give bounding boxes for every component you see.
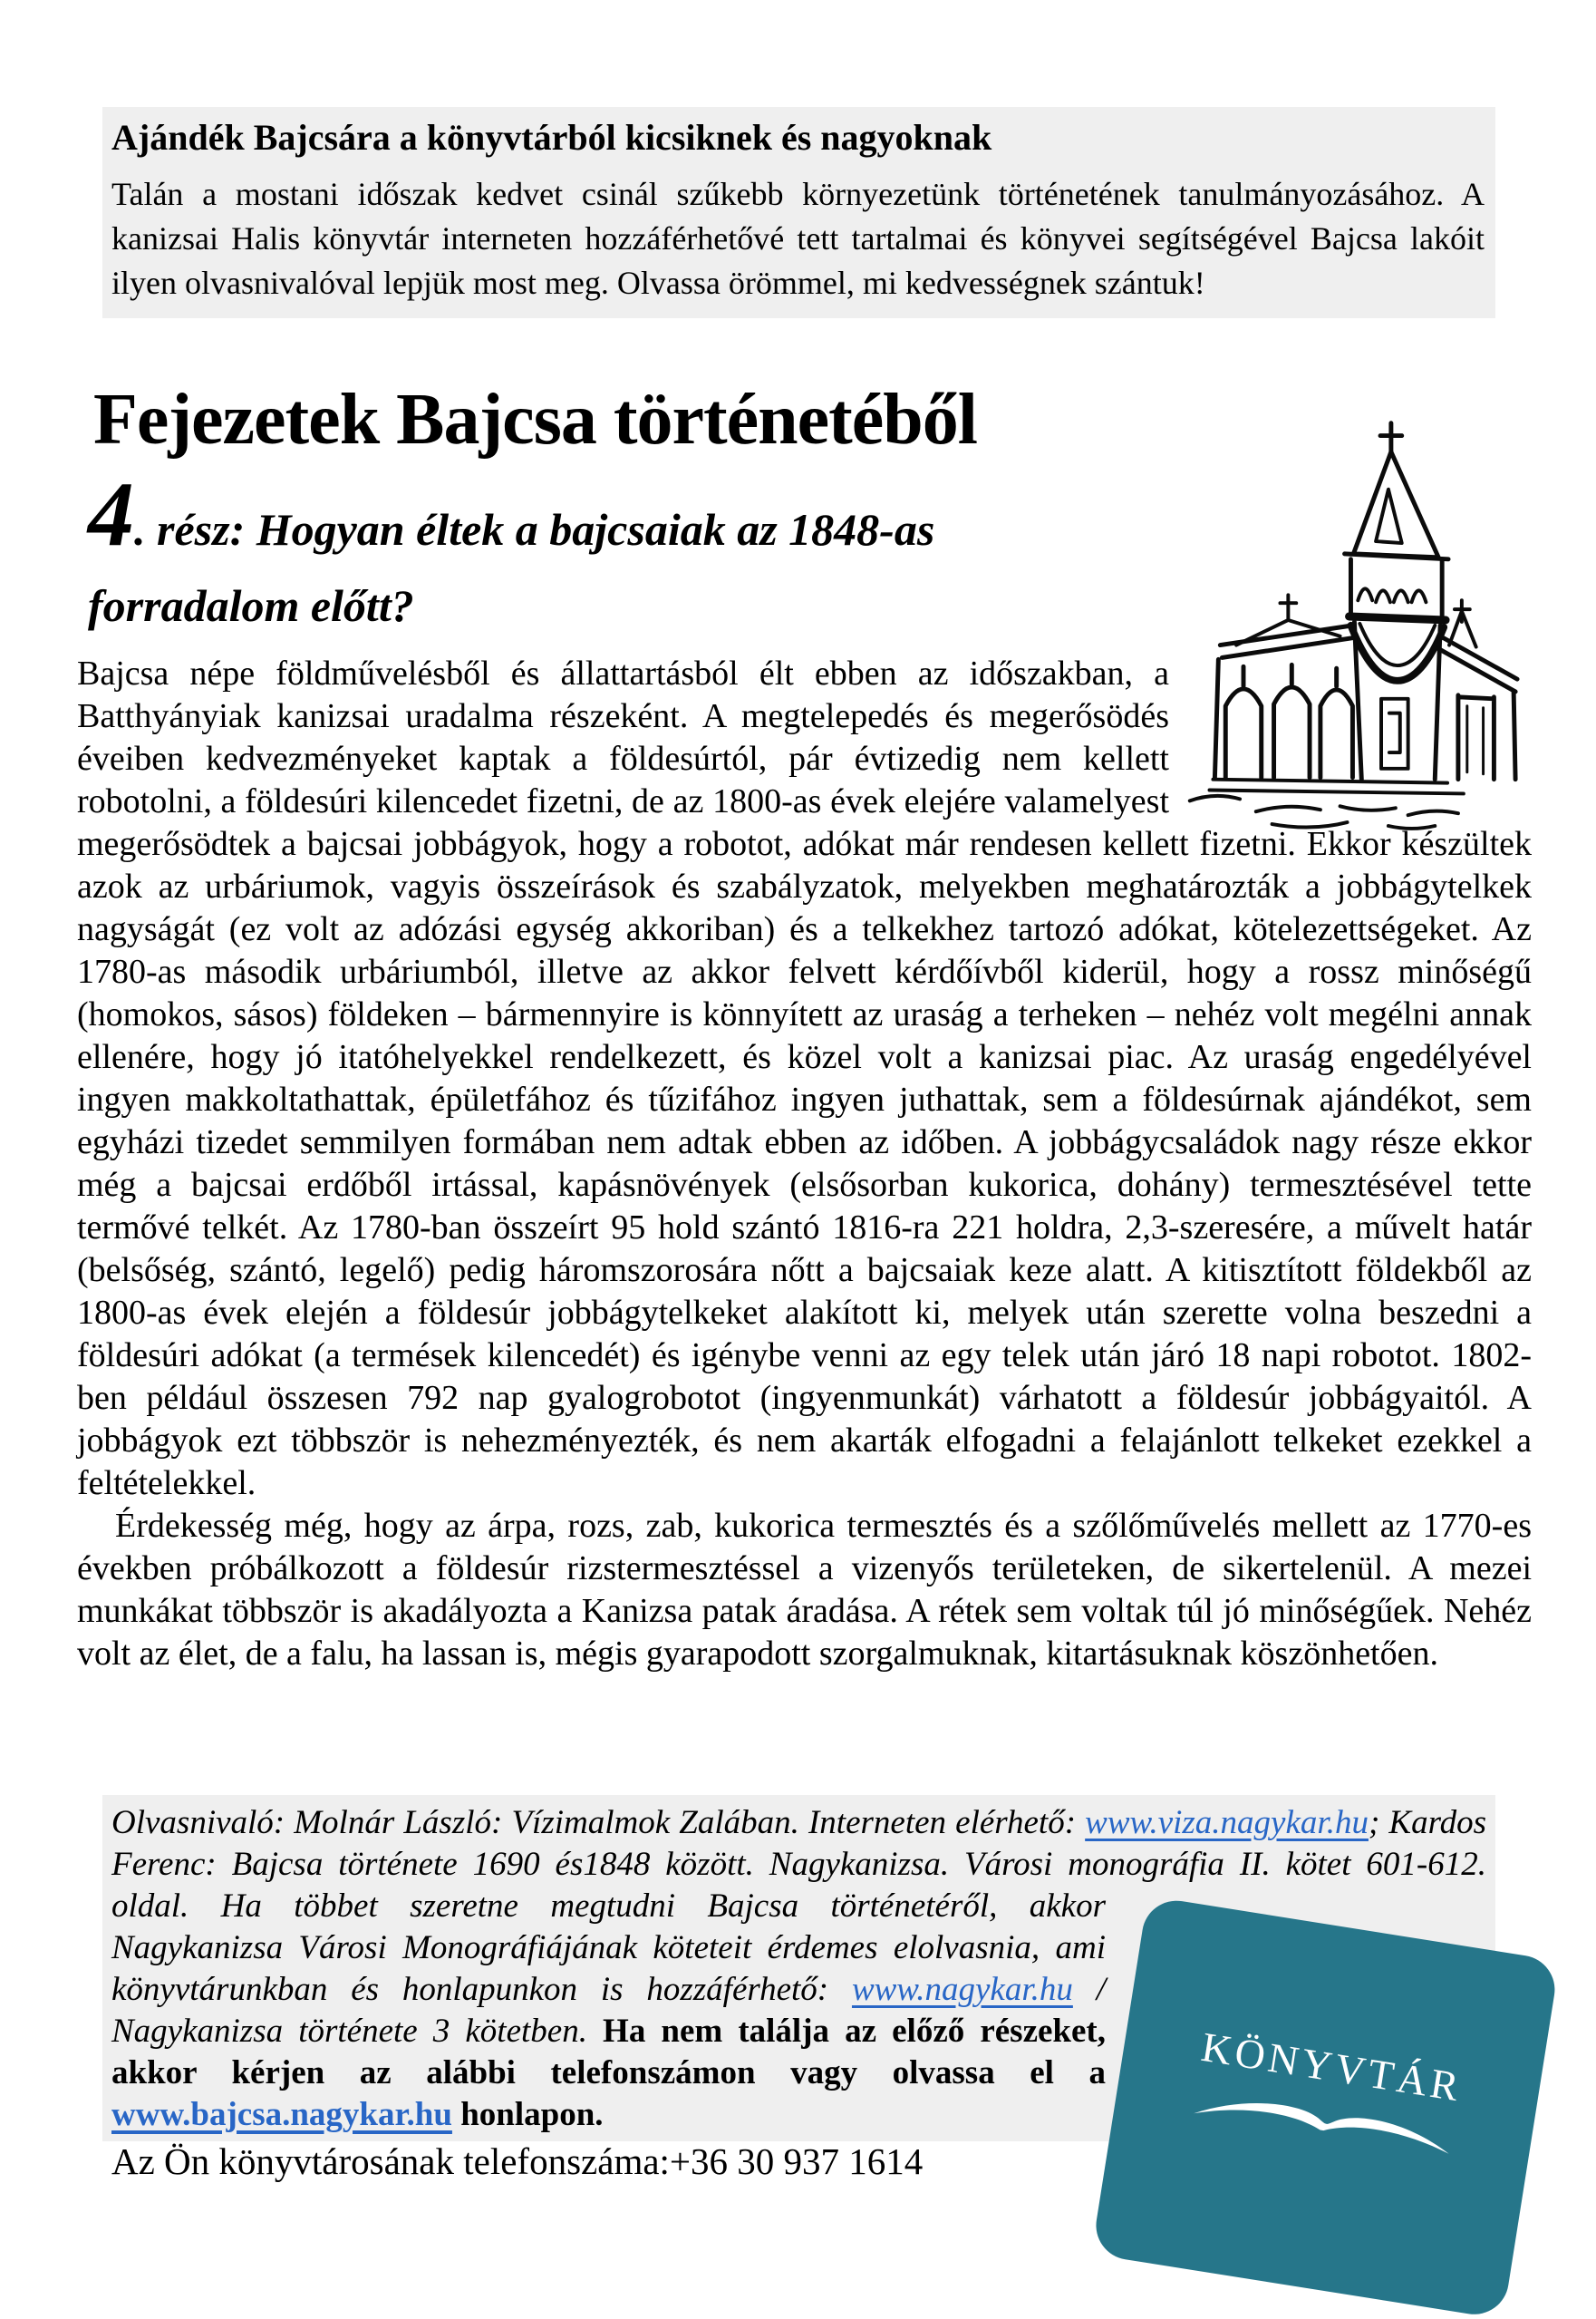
link-viza-nagykar[interactable]: www.viza.nagykar.hu <box>1085 1804 1369 1841</box>
subtitle-part-number: 4 <box>88 463 134 566</box>
body-paragraph-2: Érdekesség még, hogy az árpa, rozs, zab, kukorica termesztés és a szőlőművelés mellett az 1770-es években próbálkozott a földesúr rizstermesztéssel a vizenyős területeken, de sikertelenül. A mezei munkákat többször is akadályozta a Kanizsa patak áradása. A rétek sem voltak túl jó minőségűek. Nehéz volt az élet, de a falu, ha lassan is, mégis gyarapodott szorgalmuknak, kitartásuknak köszönhetően. <box>77 1507 1532 1673</box>
reading-bold-notice-a: Ha nem találja az előző részeket, akkor kérjen az alábbi telefonszámon vagy olvassa el a <box>111 2013 1106 2091</box>
article <box>77 381 1532 1675</box>
librarian-phone-line: Az Ön könyvtárosának telefonszáma:+36 30 937 1614 <box>111 2140 924 2182</box>
body-paragraph-1 <box>77 653 1532 1505</box>
library-logo-float <box>1124 1891 1486 2154</box>
article-title: Fejezetek Bajcsa történetéből <box>93 380 977 460</box>
reading-mid-b: oldal. Ha többet szeretne megtudni Bajcsa történetéről, akkor Nagykanizsa Városi Monográfiájának köteteit érdemes elolvasnia, ami könyvtárunkban és honlapunkon is hozzáférhető: <box>111 1887 1106 2008</box>
body-paragraph-1-text: Bajcsa népe földművelésből és állattartásból élt ebben az időszakban, a Batthyányiak kanizsai uradalma részeként. A megtelepedés és megerősödés éveiben kedvezményeket kaptak a földesúrtól, pár évtizedig nem kellett robotolni, a földesúri kilencedet fizetni, de az 1800-as évek elejére valamelyest megerősödtek a bajcsai jobbágyok, hogy a robotot, adókat már rendesen kellett fizetni. Ekkor készültek azok az urbáriumok, vagyis összeírások és szabályzatok, melyekben meghatározták a jobbágytelkek nagyságát (ez volt az adózási egység akkoriban) és a telkekhez tartozó adókat, kötelezettségeket. Az 1780-as második urbáriumból, illetve az akkor felvett kérdőívből kiderül, hogy a rossz minőségű (homokos, sásos) földeken – bármennyire is könnyített az uraság a terheken – nehéz volt megélni annak ellenére, hogy jó itatóhelyekkel rendelkezett, és közel volt a kanizsai piac. Az uraság engedélyével ingyen makkoltathattak, épületfához és tűzifához ingyen juthattak, sem a földesúrnak ajándékot, sem egyházi tizedet semmilyen formában nem adtak ebben az időben. A jobbágycsaládok nagy része ekkor még a bajcsai erdőből irtással, kapásnövények (elsősorban kukorica, dohány) termesztésével tette termővé telkét. Az 1780-ban összeírt 95 hold szántó 1816-ra 221 holdra, 2,3-szeresére, a művelt határ (belsőség, szántó, legelő) pedig háromszorosára nőtt a bajcsaiak keze alatt. A kitisztított földekből az 1800-as évek elején a földesúr jobbágytelkeket alakított ki, melyek után szerette volna beszedni a földesúri adókat (a termések kilencedét) és igénybe venni az egy telek után járó 18 napi robotot. 1802-ben például összesen 792 nap gyalogrobotot (ingyenmunkát) várhatott a földesúr jobbágyaitól. A jobbágyok ezt többször is nehezményezték, és nem akarták elfogadni a felajánlott telkeket ezekkel a feltételekkel. <box>77 655 1532 1502</box>
link-nagykar[interactable]: www.nagykar.hu <box>851 1971 1073 2008</box>
reading-mid-a: ; Kardos Ferenc: Bajcsa története 1690 és1848 között. Nagykanizsa. Városi monográfia II. kötet 601-612. <box>111 1804 1486 1883</box>
reading-list-paragraph <box>111 1802 1486 2136</box>
intro-box <box>102 107 1495 318</box>
intro-body: Talán a mostani időszak kedvet csinál szűkebb környezetünk történetének tanulmányozásához. A kanizsai Halis könyvtár interneten hozzáférhetővé tett tartalmai és könyvei segítségével Bajcsa lakóit ilyen olvasnivalóval lepjük most meg. Olvassa örömmel, mi kedvességnek szántuk! <box>111 176 1485 301</box>
subtitle-text: . rész: Hogyan éltek a bajcsaiak az 1848-as forradalom előtt? <box>88 504 935 631</box>
reading-bold-notice-b: honlapon. <box>451 2096 604 2133</box>
library-logo-card <box>1091 1896 1560 2319</box>
reading-intro: Olvasnivaló: Molnár László: Vízimalmok Zalában. Interneten elérhető: <box>111 1804 1086 1841</box>
library-logo-label: KÖNYVTÁR <box>1198 2023 1465 2110</box>
article-subtitle <box>88 463 1121 644</box>
reading-list-box <box>102 1795 1495 2182</box>
reading-after-link: / Nagykanizsa története 3 kötetben. <box>111 1971 1106 2050</box>
intro-title: Ajándék Bajcsára a könyvtárból kicsiknek és nagyoknak <box>111 117 992 158</box>
link-bajcsa-nagykar[interactable]: www.bajcsa.nagykar.hu <box>111 2096 452 2133</box>
church-float-spacer <box>1169 653 1532 821</box>
article-body <box>77 653 1532 1675</box>
